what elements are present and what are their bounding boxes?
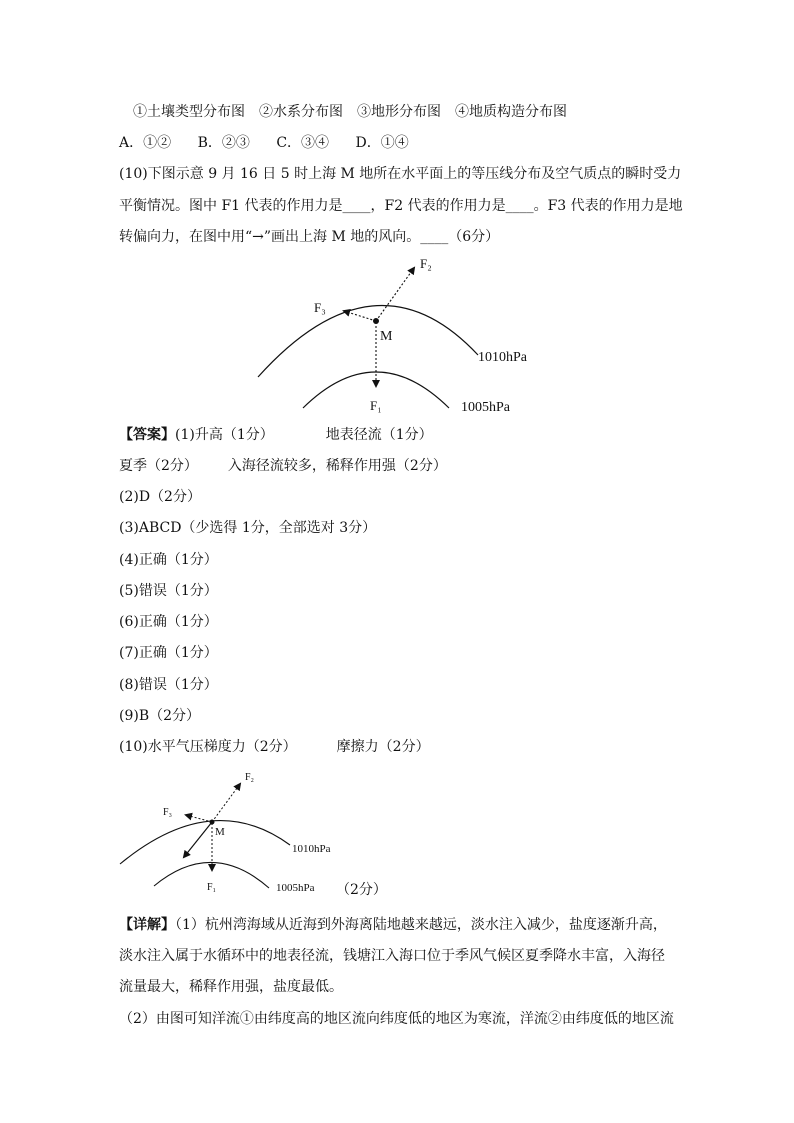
answer-label-f3: F₃ bbox=[163, 807, 173, 818]
q10-line-3: 转偏向力，在图中用“→”画出上海 M 地的风向。____（6分） bbox=[119, 229, 500, 245]
answer-wind-direction-arrow bbox=[184, 822, 212, 857]
label-f1: F₁ bbox=[370, 398, 382, 413]
label-1005: 1005hPa bbox=[461, 400, 510, 415]
answer-4: (4)正确（1分） bbox=[119, 552, 218, 568]
answer-2: (2)D（2分） bbox=[119, 489, 201, 505]
force-f2-arrow bbox=[376, 268, 414, 321]
answer-10-part-2: 摩擦力（2分） bbox=[336, 739, 430, 755]
answer-label-f1: F₁ bbox=[207, 882, 217, 893]
answer-1-part-1: (1)升高（1分） bbox=[175, 427, 274, 443]
detail-heading: 【详解】 bbox=[119, 917, 175, 933]
answer-1b-part-1: 夏季（2分） bbox=[119, 458, 198, 474]
answer-heading: 【答案】 bbox=[119, 427, 175, 443]
isobar-1010 bbox=[258, 305, 478, 377]
detail-line-1-text: （1）杭州湾海域从近海到外海离陆地越来越远，淡水注入减少，盐度逐渐升高， bbox=[175, 917, 667, 933]
label-f3: F₃ bbox=[314, 300, 326, 315]
answer-9: (9)B（2分） bbox=[119, 708, 201, 724]
detail-line-2: 淡水注入属于水循环中的地表径流，钱塘江入海口位于季风气候区夏季降水丰富，入海径 bbox=[119, 948, 665, 964]
choice-a: A．①② bbox=[119, 135, 172, 151]
detail-line-1 bbox=[119, 915, 667, 935]
choice-d: D．①④ bbox=[355, 135, 409, 151]
q10-line-1: (10)下图示意 9 月 16 日 5 时上海 M 地所在水平面上的等压线分布及空气质点的瞬时受力 bbox=[119, 166, 682, 182]
detail-line-4: （2）由图可知洋流①由纬度高的地区流向纬度低的地区为寒流，洋流②由纬度低的地区流 bbox=[119, 1011, 674, 1027]
answer-7: (7)正确（1分） bbox=[119, 645, 218, 661]
answer-force-f3-arrow bbox=[186, 815, 212, 822]
answer-5: (5)错误（1分） bbox=[119, 583, 218, 599]
force-f3-arrow bbox=[344, 311, 376, 321]
label-f2: F₂ bbox=[420, 256, 432, 271]
answer-label-1005: 1005hPa bbox=[276, 882, 315, 894]
label-1010: 1010hPa bbox=[478, 350, 527, 365]
answer-label-m: M bbox=[215, 826, 225, 838]
answer-1b bbox=[119, 456, 447, 476]
answer-1b-part-2: 入海径流较多，稀释作用强（2分） bbox=[227, 458, 447, 474]
answer-6: (6)正确（1分） bbox=[119, 614, 218, 630]
answer-10 bbox=[119, 737, 430, 757]
choice-c: C．③④ bbox=[276, 135, 330, 151]
answer-label-f2: F₂ bbox=[245, 772, 255, 783]
detail-line-3: 流量最大，稀释作用强，盐度最低。 bbox=[119, 979, 343, 995]
answer-isobar-1010 bbox=[120, 821, 290, 864]
answer-1 bbox=[119, 425, 433, 445]
answer-8: (8)错误（1分） bbox=[119, 677, 218, 693]
answer-10-part-1: (10)水平气压梯度力（2分） bbox=[119, 739, 297, 755]
answer-3: (3)ABCD（少选得 1分，全部选对 3分） bbox=[119, 520, 377, 536]
answer-label-1010: 1010hPa bbox=[292, 843, 331, 855]
label-m: M bbox=[380, 329, 393, 344]
choice-b: B．②③ bbox=[197, 135, 250, 151]
q10-line-2: 平衡情况。图中 F1 代表的作用力是____，F2 代表的作用力是____。F3 代表的作用力是地 bbox=[119, 198, 683, 214]
answer-10-diagram-score: （2分） bbox=[336, 882, 387, 898]
answer-force-f2-arrow bbox=[212, 784, 240, 822]
answer-1-part-2: 地表径流（1分） bbox=[325, 427, 433, 443]
map-types-options: ①土壤类型分布图 ②水系分布图 ③地形分布图 ④地质构造分布图 bbox=[133, 104, 567, 120]
